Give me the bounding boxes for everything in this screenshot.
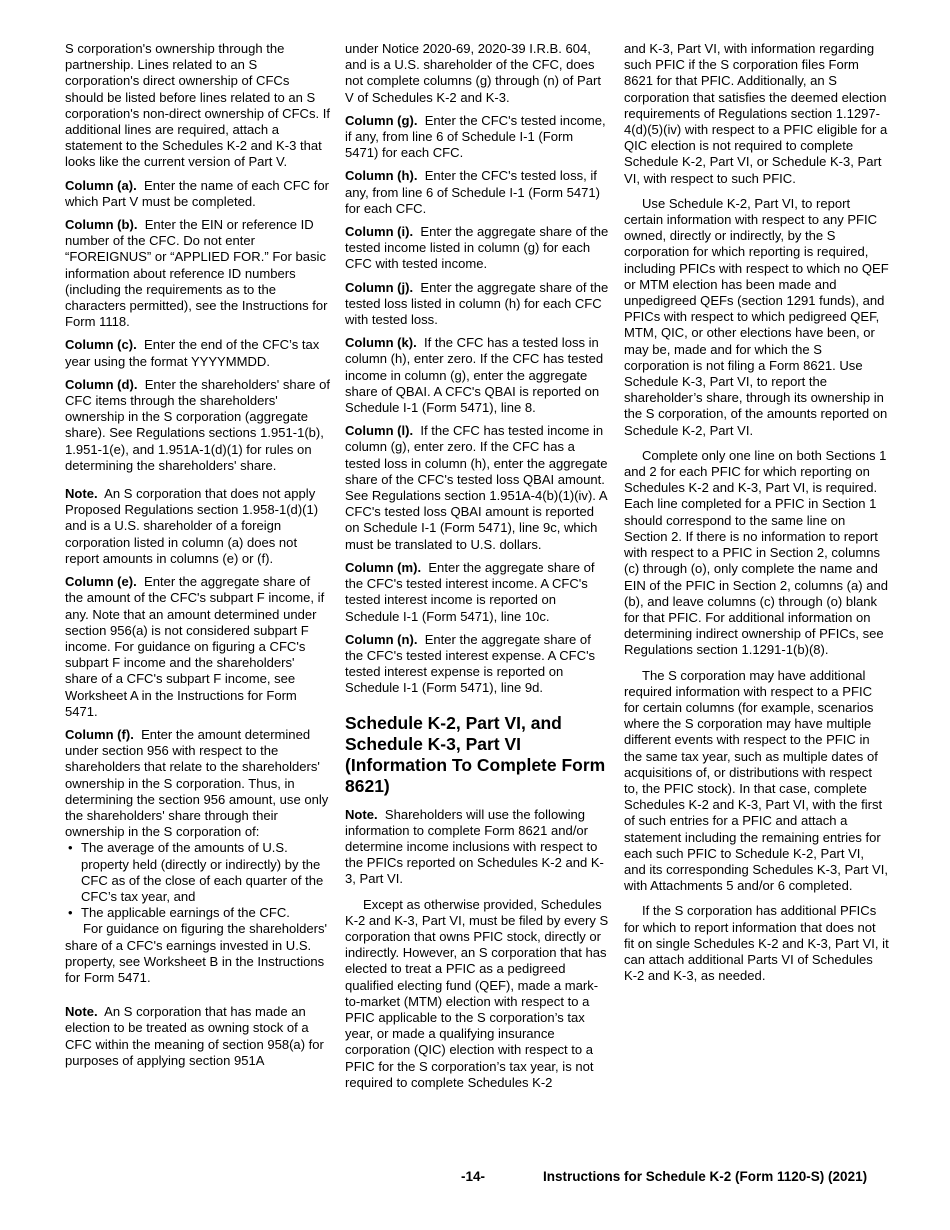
label-column-k: Column (k). [345, 335, 417, 351]
paragraph-column-l [345, 423, 610, 553]
column-3 [624, 41, 889, 992]
label-column-h: Column (h). [345, 168, 418, 184]
text-column-h: Enter the CFC's tested loss, if any, from line 6 of Schedule I-1 (Form 5471) for each CFC. [345, 168, 601, 216]
bullet-item: • The average of the amounts of U.S. property held (directly or indirectly) by the CFC as of the close of each quarter of the CFC’s tax year, and [65, 840, 330, 905]
text-column-b: Enter the EIN or reference ID number of the CFC. Do not enter “FOREIGNUS” or “APPLIED FOR.” For basic information about reference ID numbers (including the requirements as to the characters permitted), see the Instructions for Form 1118. [65, 217, 328, 330]
section-heading: Schedule K-2, Part VI, and Schedule K-3, Part VI (Information To Complete Form 8621) [345, 712, 606, 796]
paragraph-column-b [65, 217, 330, 330]
footer-title: Instructions for Schedule K-2 (Form 1120-S) (2021) [543, 1169, 868, 1184]
paragraph-column-j [345, 280, 610, 329]
paragraph-column-i [345, 224, 610, 273]
text-note: Shareholders will use the following information to complete Form 8621 and/or determine income inclusions with respect to the PFICs reported on Schedules K-2 and K-3, Part VI. [345, 806, 604, 887]
paragraph-column-k [345, 335, 610, 416]
bullet-item: • The applicable earnings of the CFC. [65, 905, 330, 921]
label-column-l: Column (l). [345, 423, 414, 439]
text-column-c: Enter the end of the CFC’s tax year using the format YYYYMMDD. [65, 337, 320, 369]
label-note: Note. [345, 806, 378, 822]
text-column-n: Enter the aggregate share of the CFC's tested interest expense. A CFC's tested interest expense is reported on Schedule I-1 (Form 5471), line 9d. [345, 631, 596, 696]
paragraph-additional-info: The S corporation may have additional required information with respect to a PFIC for certain columns (for example, scenarios where the S corporation may have multiple different events with respect to the PFIC in the same tax year, such as multiple dates of acquisitions of, or distributions with respect to, the PFIC stock). In that case, complete Schedules K-2 and K-3, Part VI, with the first of such entries for a PFIC and attach a statement including the remaining entries for each such PFIC to Schedule K-2, Part VI, and its corresponding Schedules K-3, Part VI, with Attachments 5 and/or 6 completed. [624, 667, 888, 894]
text-column-l: If the CFC has tested income in column (g), enter zero. If the CFC has a tested loss in column (h), enter the aggregate share of the CFC's tested loss QBAI amount. See Regulations section 1.951A-4(b)(1)(iv). A CFC's tested loss QBAI amount is reported on Schedule I-1 (Form 5471), line 9c, which must be translated to U.S. dollars. [345, 423, 608, 552]
label-column-j: Column (j). [345, 279, 414, 295]
page-number: -14- [461, 1169, 486, 1184]
text-column-j: Enter the aggregate share of the tested loss listed in column (h) for each CFC with tested loss. [345, 279, 609, 328]
text-column-f: Enter the amount determined under section 956 with respect to the shareholders that relate to the shareholders' ownership in the S corporation. Thus, in determining the section 956 amount, use only the shareholders' share through their ownership in the S corporation of: [65, 726, 329, 840]
label-column-n: Column (n). [345, 631, 418, 647]
label-column-m: Column (m). [345, 559, 422, 575]
bullet-list [65, 840, 330, 921]
column-1 [65, 41, 330, 1076]
label-note-1: Note. [65, 486, 98, 502]
paragraph-note-2 [65, 1004, 330, 1069]
paragraph-column-f [65, 727, 330, 840]
paragraph-note-1 [65, 486, 330, 567]
paragraph-column-e [65, 574, 330, 720]
paragraph-column-m [345, 560, 610, 625]
label-column-d: Column (d). [65, 376, 138, 392]
text-note-2: An S corporation that has made an election to be treated as owning stock of a CFC within the meaning of section 958(a) for purposes of applying section 951A [65, 1004, 324, 1068]
label-note-2: Note. [65, 1004, 98, 1020]
paragraph-guidance: For guidance on figuring the shareholders' share of a CFC's earnings invested in U.S. property, see Worksheet B in the Instructions for Form 5471. [65, 921, 328, 985]
label-column-b: Column (b). [65, 217, 138, 233]
paragraph-column-d [65, 377, 330, 474]
text-column-a: Enter the name of each CFC for which Part V must be completed. [65, 177, 329, 209]
label-column-f: Column (f). [65, 726, 134, 742]
column-2 [345, 41, 610, 1099]
paragraph-complete-one-line: Complete only one line on both Sections 1 and 2 for each PFIC for which reporting on Schedules K-2 and K-3, Part VI, is required. Each line completed for a PFIC in Section 1 should correspond to the same line on Section 2. If there is no information to report with respect to a PFIC in Section 2, columns (c) through (o), only complete the name and EIN of the PFIC in Section 2, columns (a) and (b), and leave columns (c) through (o) blank for that PFIC. For additional information on determining indirect ownership of PFICs, see Regulations section 1.1291-1(b)(8). [624, 447, 888, 658]
paragraph-except: Except as otherwise provided, Schedules K-2 and K-3, Part VI, must be filed by every S corporation that owns PFIC stock, directly or indirectly. However, an S corporation that has elected to treat a PFIC as a pedigreed qualified electing fund (QEF), made a mark-to-market (MTM) election with respect to a PFIC applicable to the S corporation’s tax year, or made a qualifying insurance corporation (QIC) election with respect to a PFIC for the S corporation’s tax year, is not required to complete Schedules K-2 [345, 896, 609, 1090]
paragraph-column-c [65, 337, 330, 369]
label-column-e: Column (e). [65, 574, 137, 590]
paragraph-note [345, 807, 610, 888]
text-column-d: Enter the shareholders' share of CFC items through the shareholders' ownership in the S corporation (aggregate share). See Regulations sections 1.951-1(b), 1.951-1(e), and 1.951A-1(d)(1) for rules on determining the shareholders' share. [65, 376, 330, 473]
paragraph-use-schedule: Use Schedule K-2, Part VI, to report certain information with respect to any PFIC owned, directly or indirectly, by the S corporation for which reporting is required, including PFICs with respect to which no QEF or MTM election has been made and unpedigreed QEFs (section 1291 funds), and PFICs with respect to which pedigreed QEF, MTM, QIC, or other elections have been, or may be, made and for which the S corporation is not filing a Form 8621. Use Schedule K-3, Part VI, to report the shareholder’s share, through its ownership in the S corporation, of the amounts reported on Schedule K-2, Part VI. [624, 195, 889, 438]
label-column-g: Column (g). [345, 112, 418, 128]
label-column-c: Column (c). [65, 337, 137, 353]
paragraph-column-n [345, 632, 610, 697]
text-note-1: An S corporation that does not apply Proposed Regulations section 1.958-1(d)(1) and is a U.S. shareholder of a foreign corporation listed in column (a) does not report amounts in columns (e) or (f). [65, 486, 319, 566]
paragraph-intro: S corporation's ownership through the partnership. Lines related to an S corporation's direct ownership of CFCs should be listed before lines related to an S corporation's non-direct ownership of CFCs. If additional lines are required, attach a statement to the Schedules K-2 and K-3 that looks like the current version of Part V. [65, 41, 330, 170]
label-column-i: Column (i). [345, 224, 414, 240]
paragraph-column-h [345, 168, 610, 217]
paragraph-column-g [345, 113, 610, 162]
text-column-m: Enter the aggregate share of the CFC's tested interest income. A CFC's tested interest income is reported on Schedule I-1 (Form 5471), line 10c. [345, 559, 595, 624]
label-column-a: Column (a). [65, 177, 137, 193]
text-column-i: Enter the aggregate share of the tested income listed in column (g) for each CFC with tested income. [345, 224, 609, 272]
text-column-k: If the CFC has a tested loss in column (h), enter zero. If the CFC has tested income in column (g), enter the aggregate share of QBAI. A CFC's QBAI is reported on Schedule I-1 (Form 5471), line 8. [345, 335, 604, 416]
text-column-e: Enter the aggregate share of the amount of the CFC's subpart F income, if any. Note that an amount determined under section 956(a) is not considered subpart F income. For guidance on figuring a CFC's subpart F income and the shareholders' share of a CFC's subpart F income, see Worksheet A in the Instructions for Form 5471. [65, 574, 325, 719]
text-column-g: Enter the CFC's tested income, if any, from line 6 of Schedule I-1 (Form 5471) for each CFC. [345, 112, 606, 161]
paragraph-continuation: and K-3, Part VI, with information regarding such PFIC if the S corporation files Form 8621 for that PFIC. Additionally, an S corporation that satisfies the deemed election requirements of Regulations section 1.1297-4(d)(5)(iv) with respect to a PFIC eligible for a QIC election is not required to complete Schedule K-2, Part VI, or Schedule K-3, Part VI, with respect to such PFIC. [624, 41, 888, 186]
paragraph-continuation: under Notice 2020-69, 2020-39 I.R.B. 604, and is a U.S. shareholder of the CFC, does not complete columns (g) through (n) of Part V of Schedules K-2 and K-3. [345, 41, 601, 105]
paragraph-additional-pfics: If the S corporation has additional PFICs for which to report information that does not fit on single Schedules K-2 and K-3, Part VI, it can attach additional Parts VI of Schedules K-2 and K-3, as needed. [624, 903, 889, 984]
paragraph-column-a [65, 178, 330, 210]
